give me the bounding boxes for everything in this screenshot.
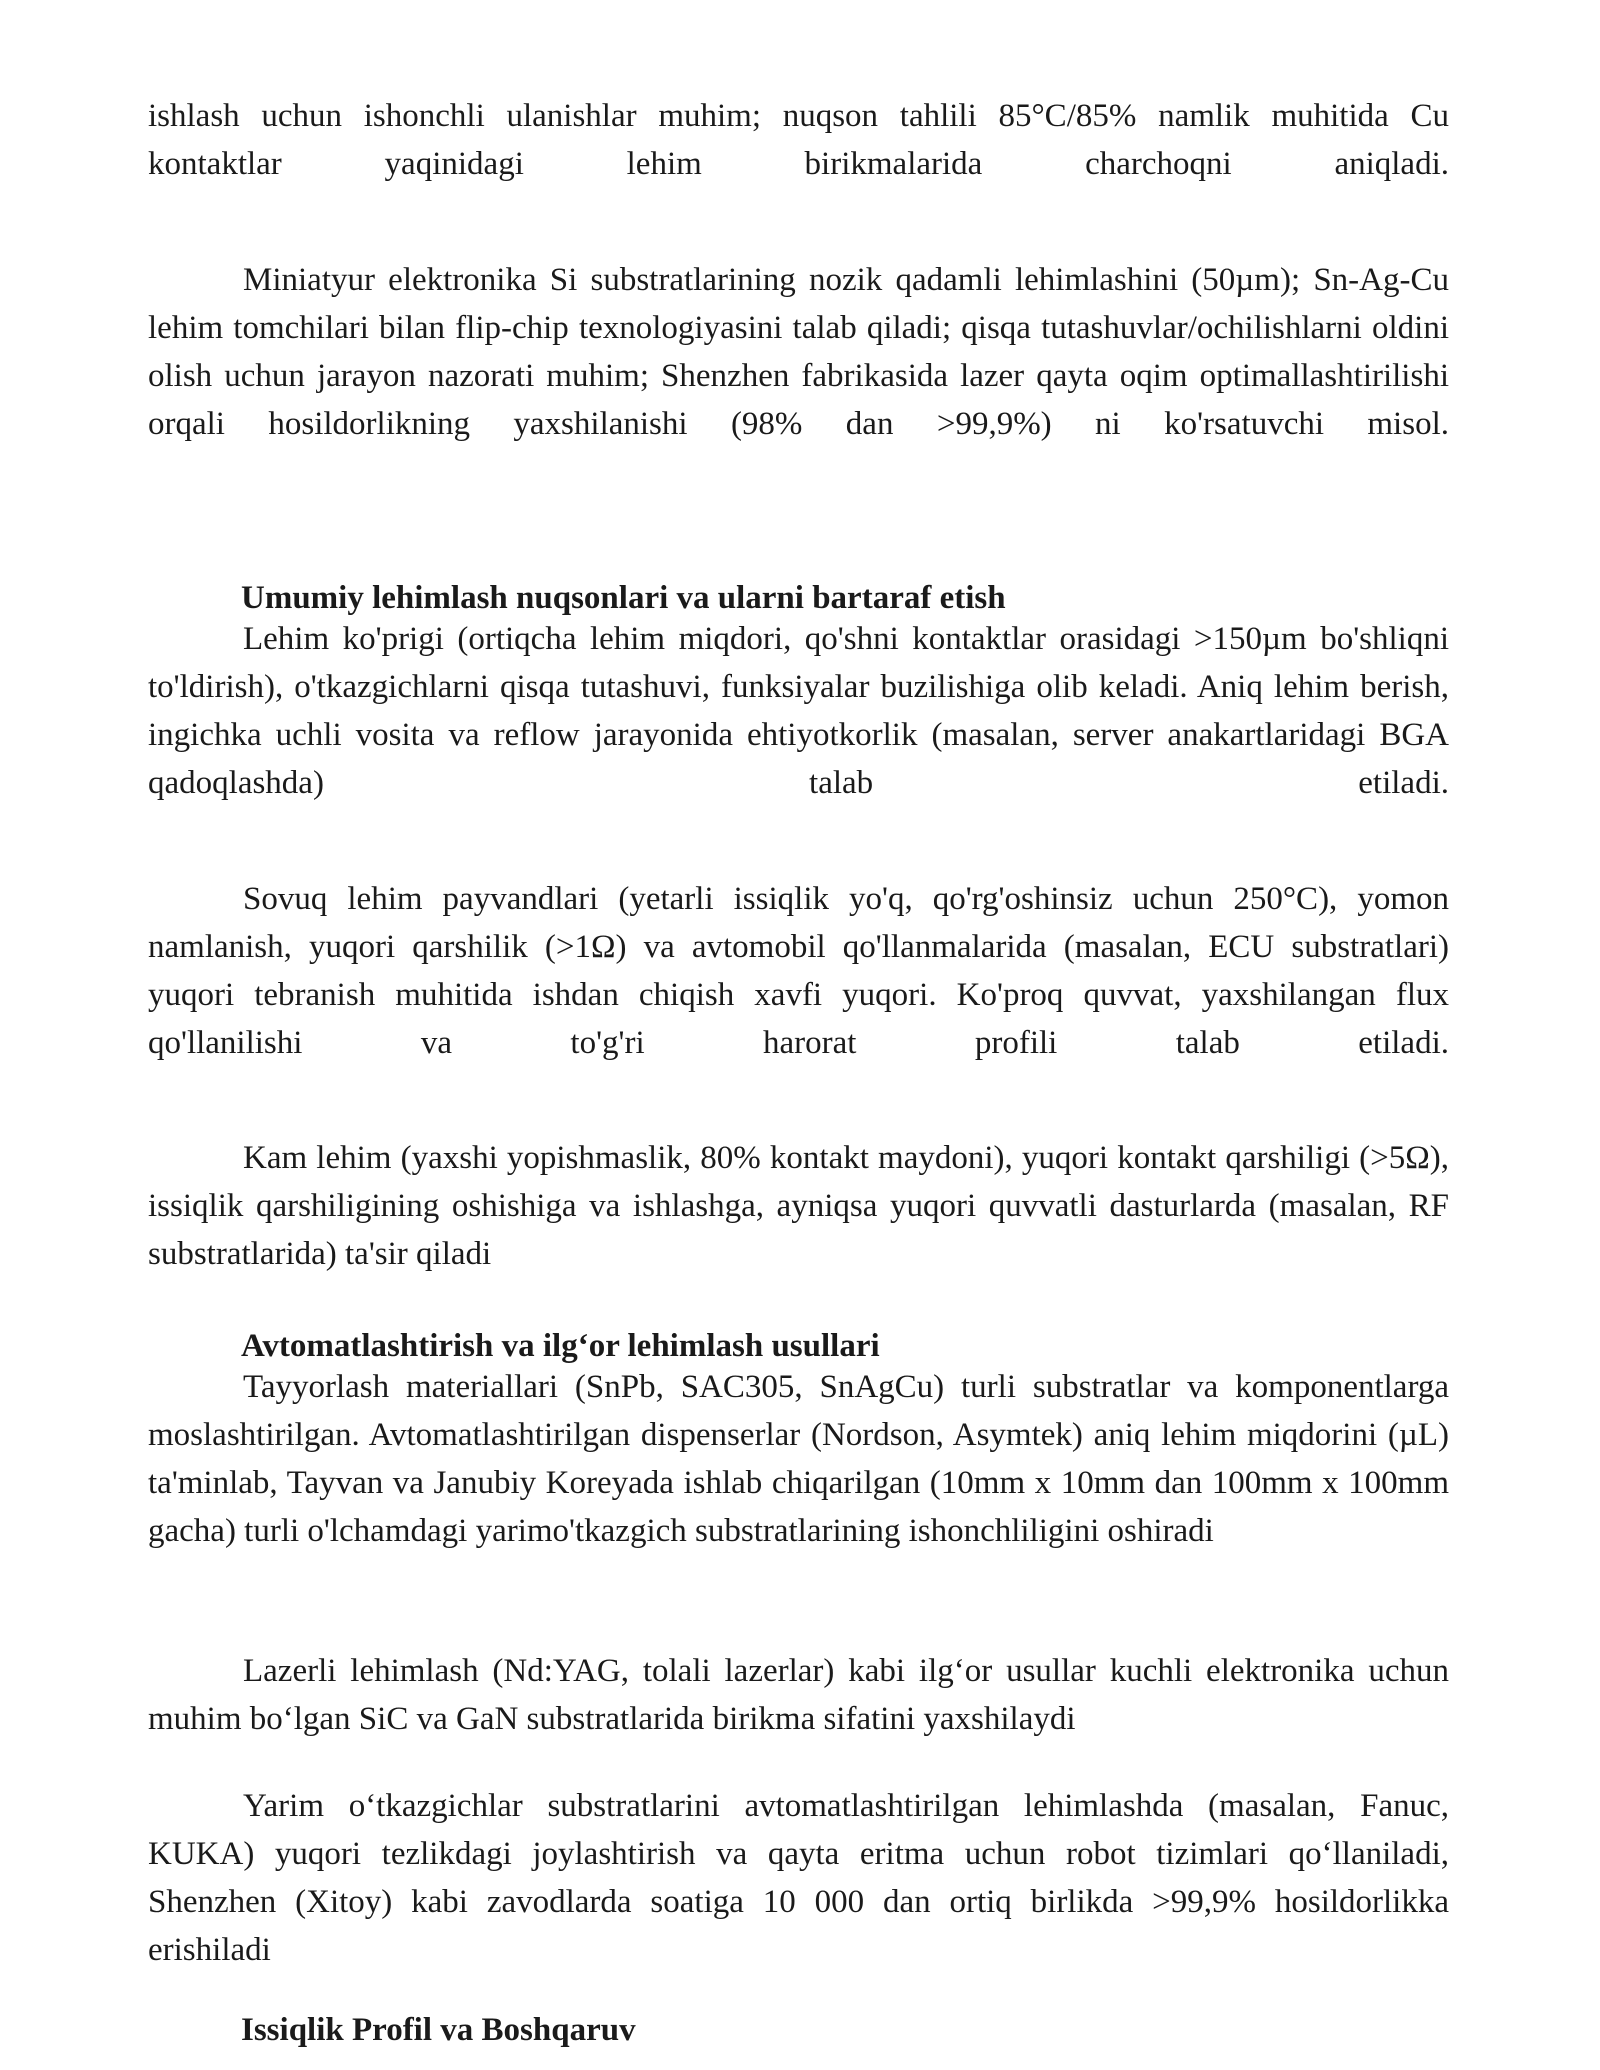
section-heading-defects: Umumiy lehimlash nuqsonlari va ularni bartaraf etish bbox=[241, 580, 1006, 616]
paragraph-continuation: ishlash uchun ishonchli ulanishlar muhim; nuqson tahlili 85°C/85% namlik muhitida Cu kontaktlar yaqinidagi lehim birikmalarida charchoqni aniqladi. bbox=[148, 98, 1449, 182]
paragraph-insufficient-solder: Kam lehim (yaxshi yopishmaslik, 80% kontakt maydoni), yuqori kontakt qarshiligi (>5Ω), issiqlik qarshiligining oshishiga va ishlashga, ayniqsa yuqori quvvatli dasturlarda (masalan, RF substratlarida) ta'sir qiladi bbox=[148, 1140, 1449, 1272]
paragraph-solder-bridge: Lehim ko'prigi (ortiqcha lehim miqdori, qo'shni kontaktlar orasidagi >150µm bo'shliqni to'ldirish), o'tkazgichlarni qisqa tutashuvi, funksiyalar buzilishiga olib keladi. Aniq lehim berish, ingichka uchli vosita va reflow jarayonida ehtiyotkorlik (masalan, server anakartlaridagi BGA qadoqlashda) talab etiladi. bbox=[148, 621, 1449, 801]
section-heading-thermal-profile: Issiqlik Profil va Boshqaruv bbox=[241, 2012, 636, 2048]
paragraph-robotic-soldering: Yarim o‘tkazgichlar substratlarini avtomatlashtirilgan lehimlashda (masalan, Fanuc, KUKA) yuqori tezlikdagi joylashtirish va qayta eritma uchun robot tizimlari qo‘llaniladi, Shenzhen (Xitoy) kabi zavodlarda soatiga 10 000 dan ortiq birlikda >99,9% hosildorlikka erishiladi bbox=[148, 1788, 1449, 1968]
paragraph-materials: Tayyorlash materiallari (SnPb, SAC305, SnAgCu) turli substratlar va komponentlarga moslashtirilgan. Avtomatlashtirilgan dispenserlar (Nordson, Asymtek) aniq lehim miqdorini (µL) ta'minlab, Tayvan va Janubiy Koreyada ishlab chiqarilgan (10mm x 10mm dan 100mm x 100mm gacha) turli o'lchamdagi yarimo'tkazgich substratlarining ishonchliligini oshiradi bbox=[148, 1369, 1449, 1549]
paragraph-laser-soldering: Lazerli lehimlash (Nd:YAG, tolali lazerlar) kabi ilg‘or usullar kuchli elektronika uchun muhim bo‘lgan SiC va GaN substratlarida birikma sifatini yaxshilaydi bbox=[148, 1653, 1449, 1737]
section-heading-automation: Avtomatlashtirish va ilg‘or lehimlash usullari bbox=[241, 1328, 880, 1364]
paragraph-miniature-electronics: Miniatyur elektronika Si substratlarining nozik qadamli lehimlashini (50µm); Sn-Ag-Cu lehim tomchilari bilan flip-chip texnologiyasini talab qiladi; qisqa tutashuvlar/ochilishlarni oldini olish uchun jarayon nazorati muhim; Shenzhen fabrikasida lazer qayta oqim optimallashtirilishi orqali hosildorlikning yaxshilanishi (98% dan >99,9%) ni ko'rsatuvchi misol. bbox=[148, 262, 1449, 442]
paragraph-cold-solder: Sovuq lehim payvandlari (yetarli issiqlik yo'q, qo'rg'oshinsiz uchun 250°C), yomon namlanish, yuqori qarshilik (>1Ω) va avtomobil qo'llanmalarida (masalan, ECU substratlari) yuqori tebranish muhitida ishdan chiqish xavfi yuqori. Ko'proq quvvat, yaxshilangan flux qo'llanilishi va to'g'ri harorat profili talab etiladi. bbox=[148, 881, 1449, 1061]
